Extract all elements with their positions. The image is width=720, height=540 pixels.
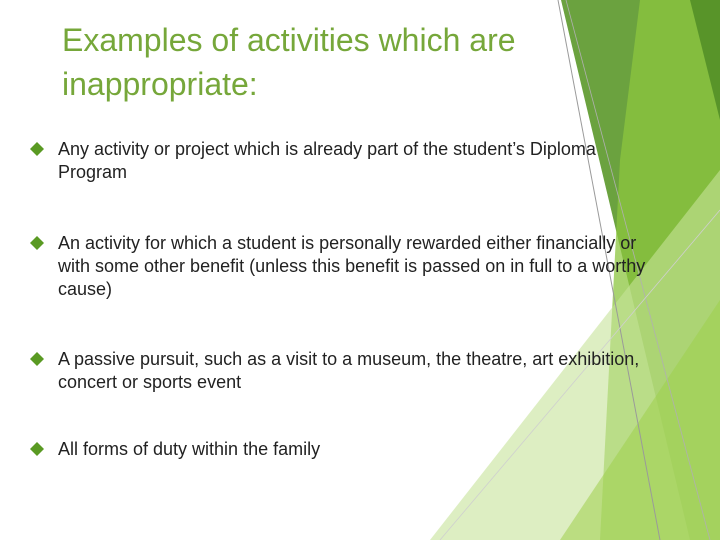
bullet-item	[30, 348, 660, 394]
bullet-item	[30, 232, 660, 301]
bullet-text: All forms of duty within the family	[58, 439, 321, 459]
bullet-text: An activity for which a student is personally rewarded either financially or with some other benefit (unless this benefit is passed on in full to a worthy cause)	[58, 233, 646, 299]
bullet-text: Any activity or project which is already part of the student’s Diploma Program	[58, 139, 596, 182]
bullet-item	[30, 138, 660, 184]
diamond-icon	[30, 236, 44, 250]
slide-title: Examples of activities which are inappropriate:	[62, 22, 516, 102]
diamond-icon	[30, 442, 44, 456]
diamond-icon	[30, 352, 44, 366]
bullet-text: A passive pursuit, such as a visit to a museum, the theatre, art exhibition, concert or sports event	[58, 349, 640, 392]
diamond-icon	[30, 142, 44, 156]
bullet-item	[30, 438, 660, 461]
